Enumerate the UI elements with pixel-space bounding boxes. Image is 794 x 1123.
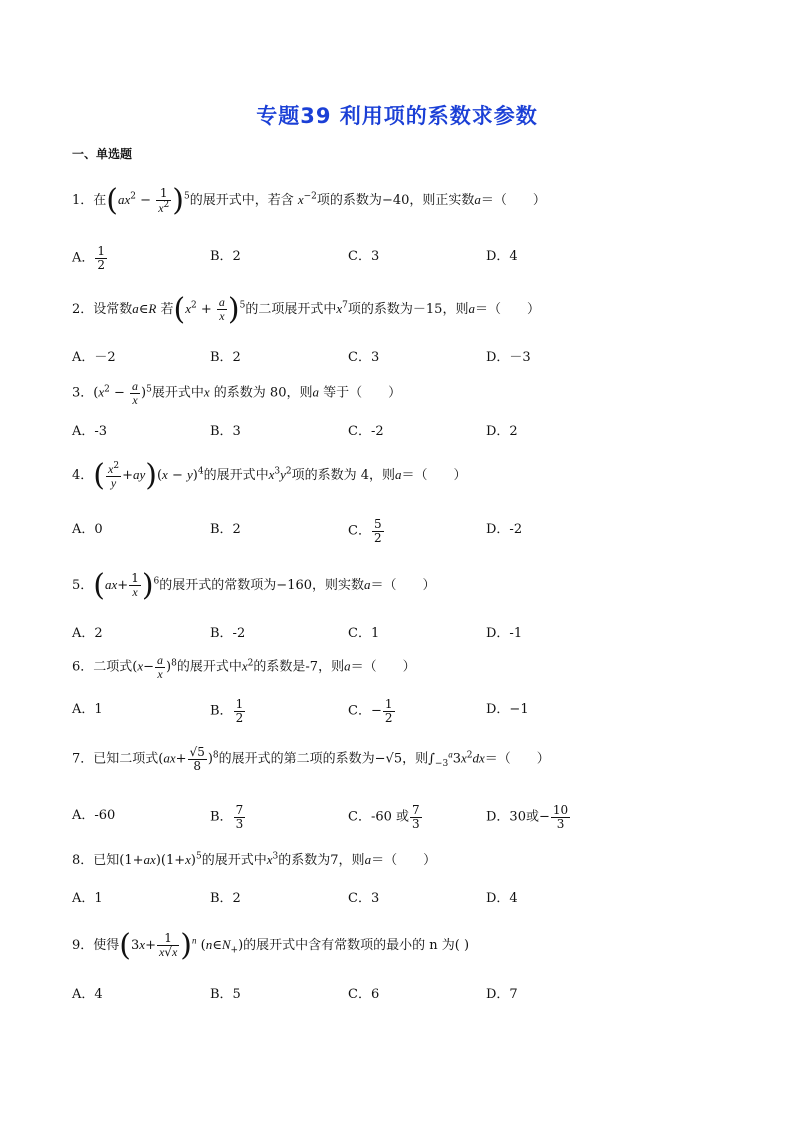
question-4: 4．( $\frac{x^2}{y}$ $+ay)(x - y)^4$的展开式中$x^3y^2$项的系数为 4，则a＝（ ） <box>72 458 467 493</box>
option-a[interactable]: A．-3 <box>72 424 108 439</box>
option-c[interactable]: C．1 <box>348 626 380 641</box>
option-d[interactable]: D．30或− $\frac{10}{3}$ <box>486 803 569 831</box>
question-7: 7．已知二项式(ax+ $\frac{√5}{8}$ )$^8$的展开式的第二项的系数为−√5，则$\int_{-3}^a3x^2dx=$（ ） <box>72 745 550 773</box>
question-3: 3．($x^2$ − $\frac{a}{x}$ )$^5$展开式中x 的系数为 80，则a 等于（ ） <box>72 379 402 407</box>
option-c[interactable]: C． $\frac{5}{2}$ <box>348 517 382 545</box>
option-b[interactable]: B． $\frac{1}{2}$ <box>210 697 244 725</box>
option-d[interactable]: D．-2 <box>486 522 523 537</box>
question-1: 1．在($ax^2$ − $\frac{1}{x^2}$ )$^5$的展开式中，若含 $x^{-2}$项的系数为−40，则正实数a＝（ ） <box>72 183 546 218</box>
section-heading: 一、单选题 <box>72 147 133 161</box>
option-c[interactable]: C．3 <box>348 249 380 264</box>
option-b[interactable]: B．5 <box>210 987 241 1002</box>
option-c[interactable]: C．− $\frac{1}{2}$ <box>348 697 393 725</box>
option-c[interactable]: C．3 <box>348 350 380 365</box>
option-d[interactable]: D．2 <box>486 424 518 439</box>
option-d[interactable]: D．4 <box>486 891 518 906</box>
option-b[interactable]: B．-2 <box>210 626 246 641</box>
option-d[interactable]: D．7 <box>486 987 518 1002</box>
option-b[interactable]: B．3 <box>210 424 241 439</box>
option-a[interactable]: A．-60 <box>72 808 116 823</box>
option-a[interactable]: A．1 <box>72 891 103 906</box>
question-6: 6．二项式(x− $\frac{a}{x}$ )$^8$的展开式中$x^2$的系数是-7，则a＝（ ） <box>72 653 416 681</box>
question-8: 8．已知$(1+ax)(1+x)^5$的展开式中$x^3$的系数为7，则a＝（ ） <box>72 851 437 868</box>
option-b[interactable]: B．2 <box>210 891 241 906</box>
option-a[interactable]: A．4 <box>72 987 103 1002</box>
option-d[interactable]: D．－3 <box>486 350 531 365</box>
option-a[interactable]: A．0 <box>72 522 103 537</box>
option-b[interactable]: B．2 <box>210 249 241 264</box>
question-2: 2．设常数a∈R 若($x^2$ + $\frac{a}{x}$ )$^5$的二项展开式中$x^7$项的系数为－15，则a＝（ ） <box>72 292 540 327</box>
option-b[interactable]: B． $\frac{7}{3}$ <box>210 803 244 831</box>
option-c[interactable]: C．-60 或 $\frac{7}{3}$ <box>348 803 420 831</box>
option-d[interactable]: D．4 <box>486 249 518 264</box>
option-b[interactable]: B．2 <box>210 350 241 365</box>
page-title: 专题39 利用项的系数求参数 <box>256 104 538 128</box>
option-d[interactable]: D．−1 <box>486 702 529 717</box>
option-b[interactable]: B．2 <box>210 522 241 537</box>
option-a[interactable]: A．1 <box>72 702 103 717</box>
option-a[interactable]: A．－2 <box>72 350 116 365</box>
option-d[interactable]: D．-1 <box>486 626 523 641</box>
option-c[interactable]: C．-2 <box>348 424 384 439</box>
option-c[interactable]: C．6 <box>348 987 380 1002</box>
option-a[interactable]: A． $\frac{1}{2}$ <box>72 244 106 272</box>
question-5: 5．(ax+ $\frac{1}{x}$ )$^6$的展开式的常数项为−160，则实数a＝（ ） <box>72 568 436 603</box>
option-c[interactable]: C．3 <box>348 891 380 906</box>
option-a[interactable]: A．2 <box>72 626 103 641</box>
question-9: 9．使得(3x+ $\frac{1}{x√x}$ )$^n$ $(n\in N_+)$的展开式中含有常数项的最小的 n 为( ) <box>72 928 470 963</box>
